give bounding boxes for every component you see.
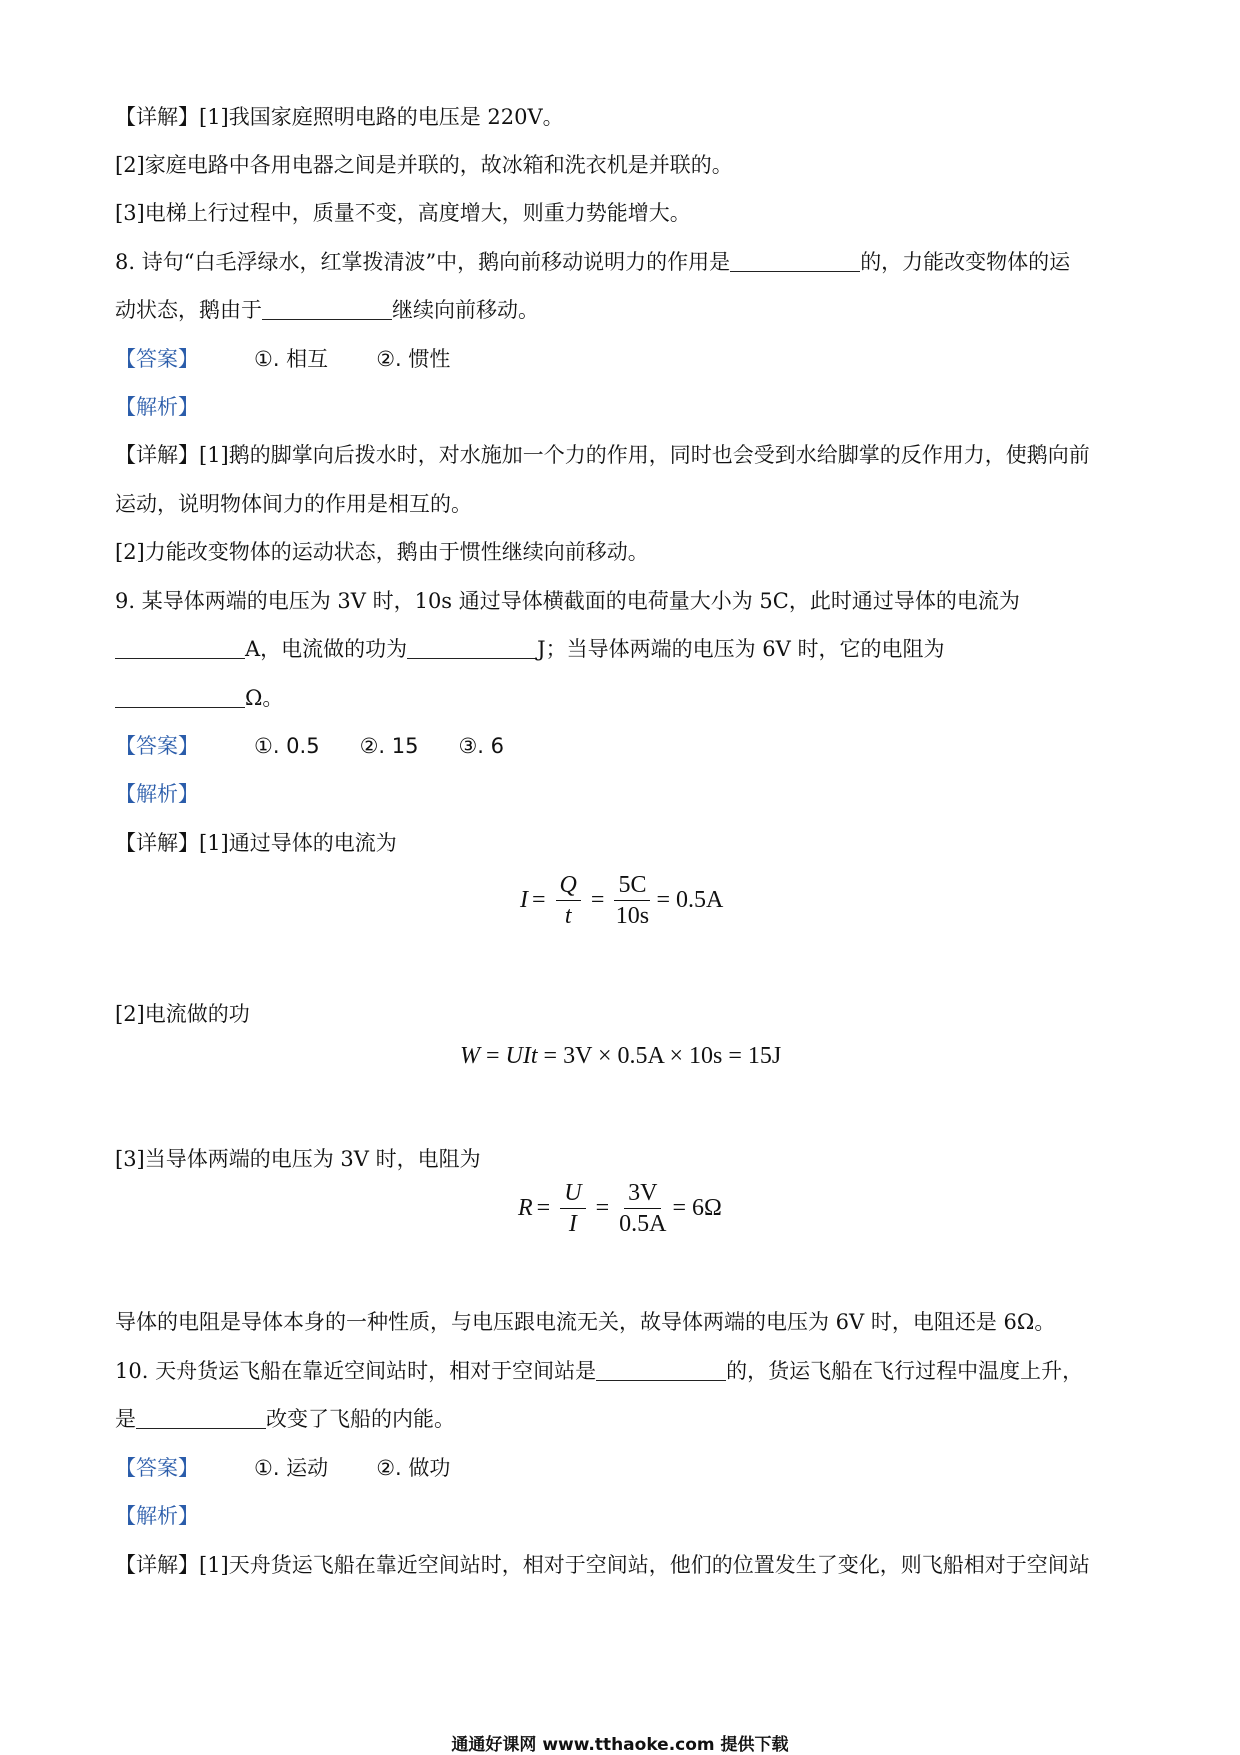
detail-line: [2]家庭电路中各用电器之间是并联的，故冰箱和洗衣机是并联的。 xyxy=(115,153,733,177)
equation-resistance: R = $\frac{U}{I}$ = $\frac{3V}{0.5A}$ = 6Ω xyxy=(518,1180,722,1237)
detail-line: [3]当导体两端的电压为 3V 时，电阻为 xyxy=(115,1147,481,1171)
detail-line: 运动，说明物体间力的作用是相互的。 xyxy=(115,492,472,516)
answer-blank xyxy=(115,685,245,708)
detail-line: 【详解】[1]我国家庭照明电路的电压是 220V。 xyxy=(115,105,564,129)
answer-tag: 【答案】 xyxy=(115,734,199,758)
conclusion-line: 导体的电阻是导体本身的一种性质，与电压跟电流无关，故导体两端的电压为 6V 时，电阻还是 6Ω。 xyxy=(115,1310,1056,1334)
answer-tag: 【答案】 xyxy=(115,347,199,371)
answer-row: 【答案】 ①. 0.5 ②. 15 ③. 6 xyxy=(115,734,505,758)
detail-line: [2]力能改变物体的运动状态，鹅由于惯性继续向前移动。 xyxy=(115,540,649,564)
question-9-line-2: A，电流做的功为 J；当导体两端的电压为 6V 时，它的电阻为 xyxy=(115,635,944,663)
question-9-line-3: Ω。 xyxy=(115,684,283,712)
equation-work: W = UIt = 3V × 0.5A × 10s = 15J xyxy=(460,1043,782,1069)
analysis-tag: 【解析】 xyxy=(115,1504,199,1528)
analysis-tag: 【解析】 xyxy=(115,782,199,806)
detail-tag: 【详解】 xyxy=(115,105,199,129)
equation-current: I = $\frac{Q}{t}$ = $\frac{5C}{10s}$ = 0.5A xyxy=(520,872,724,929)
answer-blank xyxy=(596,1358,726,1381)
detail-line: [3]电梯上行过程中，质量不变，高度增大，则重力势能增大。 xyxy=(115,201,691,225)
page-footer: 通通好课网 www.tthaoke.com 提供下载 xyxy=(451,1735,789,1755)
answer-blank xyxy=(730,249,860,272)
question-10-line-1: 10. 天舟货运飞船在靠近空间站时，相对于空间站是 的，货运飞船在飞行过程中温度上升， xyxy=(115,1359,1084,1383)
answer-blank xyxy=(407,636,537,659)
answer-blank xyxy=(115,636,245,659)
detail-line: 【详解】[1]天舟货运飞船在靠近空间站时，相对于空间站，他们的位置发生了变化，则飞船相对于空间站 xyxy=(115,1553,1090,1577)
analysis-tag: 【解析】 xyxy=(115,395,199,419)
question-9-line-1: 9. 某导体两端的电压为 3V 时，10s 通过导体横截面的电荷量大小为 5C，此时通过导体的电流为 xyxy=(115,589,1020,613)
detail-line: 【详解】[1]通过导体的电流为 xyxy=(115,831,397,855)
answer-tag: 【答案】 xyxy=(115,1456,199,1480)
question-8-line-2: 动状态，鹅由于 继续向前移动。 xyxy=(115,298,539,322)
answer-row: 【答案】 ①. 相互 ②. 惯性 xyxy=(115,347,451,371)
question-8-line-1: 8. 诗句“白毛浮绿水，红掌拨清波”中，鹅向前移动说明力的作用是 的，力能改变物体的运 xyxy=(115,250,1071,274)
answer-row: 【答案】 ①. 运动 ②. 做功 xyxy=(115,1456,451,1480)
answer-blank xyxy=(136,1406,266,1429)
detail-line: [2]电流做的功 xyxy=(115,1002,250,1026)
answer-blank xyxy=(262,297,392,320)
question-10-line-2: 是 改变了飞船的内能。 xyxy=(115,1407,455,1431)
detail-line: 【详解】[1]鹅的脚掌向后拨水时，对水施加一个力的作用，同时也会受到水给脚掌的反作用力，使鹅向前 xyxy=(115,443,1090,467)
